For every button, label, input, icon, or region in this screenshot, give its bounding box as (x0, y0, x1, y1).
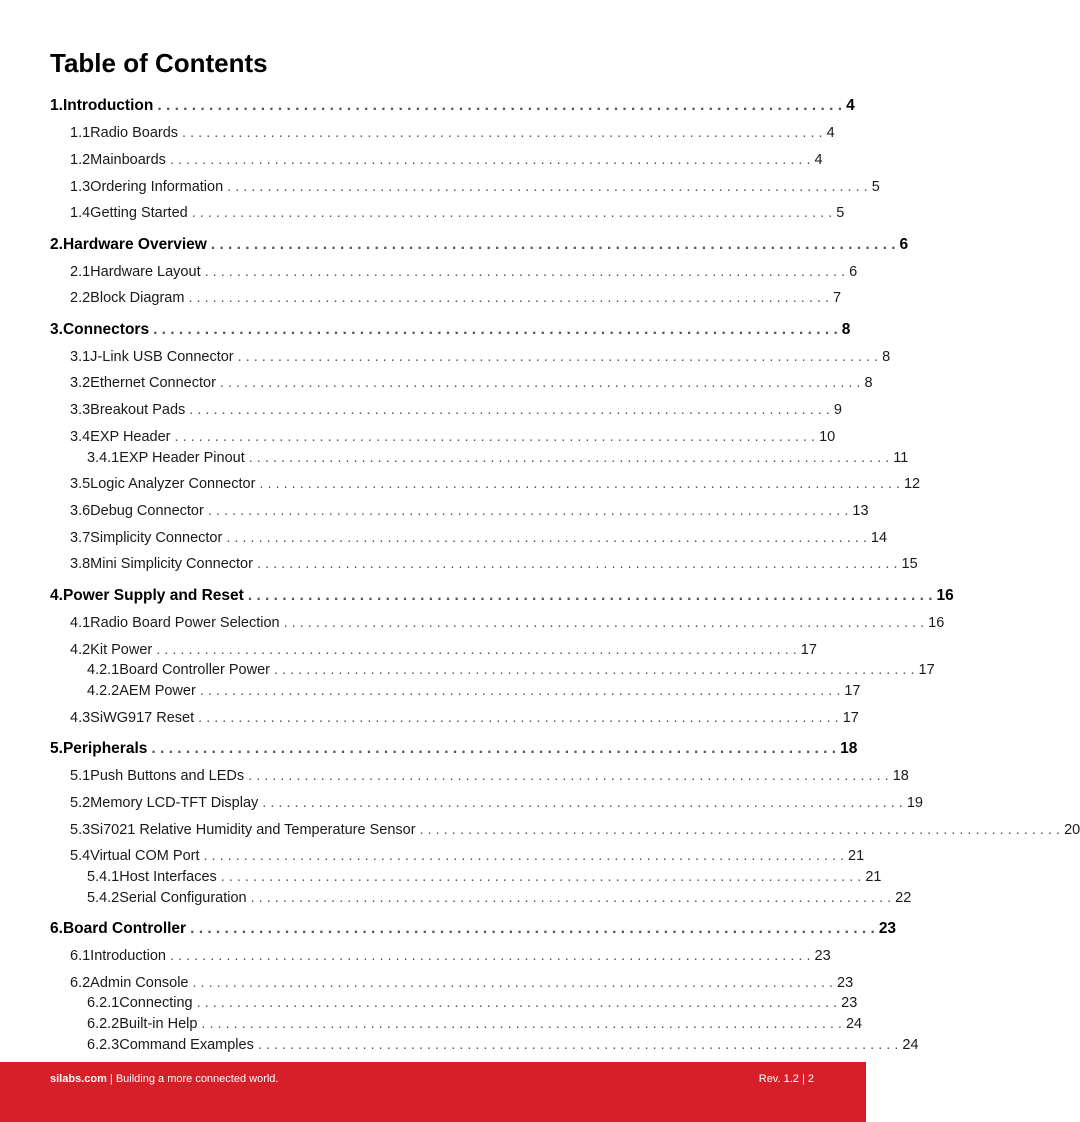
dot-leader: . . . . . . . . . . . . . . . . . . . . . . . . . . . . . . . . . . . . . . . . . . . . . . . . . . . . . . . . . . . . . . . . . . . . . . . . . . . . . . . . (226, 530, 867, 546)
toc-entry-label[interactable]: Command Examples (119, 1037, 254, 1053)
dot-leader: . . . . . . . . . . . . . . . . . . . . . . . . . . . . . . . . . . . . . . . . . . . . . . . . . . . . . . . . . . . . . . . . . . . . . . . . . . . . . . . . (259, 476, 900, 492)
dot-leader: . . . . . . . . . . . . . . . . . . . . . . . . . . . . . . . . . . . . . . . . . . . . . . . . . . . . . . . . . . . . . . . . . . . . . . . . . . . . . . . . (257, 1037, 899, 1053)
toc-entry-page-number[interactable]: 14 (870, 530, 888, 546)
toc-entry-number: 5.4.2 (87, 890, 120, 906)
dot-leader: . . . . . . . . . . . . . . . . . . . . . . . . . . . . . . . . . . . . . . . . . . . . . . . . . . . . . . . . . . . . . . . . . . . . . . . . . . . . . . . . (191, 205, 833, 221)
dot-leader: . . . . . . . . . . . . . . . . . . . . . . . . . . . . . . . . . . . . . . . . . . . . . . . . . . . . . . . . . . . . . . . . . . . . . . . . . . . . . . . . (227, 179, 868, 195)
toc-entry-label[interactable]: Breakout Pads (90, 402, 186, 418)
toc-entry-label[interactable]: Mainboards (90, 152, 166, 168)
toc-entry-page-number[interactable]: 17 (800, 642, 817, 658)
toc-entry-number: 5.2 (70, 795, 91, 811)
toc-entry[interactable] (0, 708, 866, 728)
toc-entry-page-number[interactable]: 23 (878, 920, 897, 937)
toc-entry-page-number[interactable]: 17 (842, 710, 859, 726)
toc-entry[interactable] (0, 640, 866, 660)
toc-entry-page-number[interactable]: 6 (849, 264, 858, 280)
toc-entry-page-number[interactable]: 20 (1064, 822, 1080, 838)
toc-entry-label[interactable]: Kit Power (90, 642, 153, 658)
dot-leader: . . . . . . . . . . . . . . . . . . . . . . . . . . . . . . . . . . . . . . . . . . . . . . . . . . . . . . . . . . . . . . . . . . . . . . . . . . . . . . . . (201, 1016, 842, 1032)
dot-leader: . . . . . . . . . . . . . . . . . . . . . . . . . . . . . . . . . . . . . . . . . . . . . . . . . . . . . . . . . . . . . . . . . . . . . . . . . . . . . . . . (151, 740, 837, 757)
dot-leader: . . . . . . . . . . . . . . . . . . . . . . . . . . . . . . . . . . . . . . . . . . . . . . . . . . . . . . . . . . . . . . . . . . . . . . . . . . . . . . . . (207, 503, 849, 519)
dot-leader: . . . . . . . . . . . . . . . . . . . . . . . . . . . . . . . . . . . . . . . . . . . . . . . . . . . . . . . . . . . . . . . . . . . . . . . . . . . . . . . . (182, 125, 823, 141)
toc-entry[interactable] (0, 867, 882, 887)
toc-entry-page-number[interactable]: 22 (895, 890, 912, 906)
toc-entry-page-number[interactable]: 13 (852, 503, 869, 519)
toc-entry-page-number[interactable]: 24 (845, 1016, 863, 1032)
toc-entry-number: 4.2.2 (87, 683, 120, 699)
toc-entry[interactable] (0, 1035, 919, 1055)
toc-entry-number: 3. (50, 321, 63, 338)
toc-entry-page-number[interactable]: 4 (814, 152, 823, 168)
dot-leader: . . . . . . . . . . . . . . . . . . . . . . . . . . . . . . . . . . . . . . . . . . . . . . . . . . . . . . . . . . . . . . . . . . . . . . . . . . . . . . . . (188, 290, 829, 306)
toc-entry-page-number[interactable]: 11 (893, 450, 909, 466)
toc-entry-page-number[interactable]: 10 (819, 429, 836, 445)
toc-entry-page-number[interactable]: 4 (846, 97, 855, 114)
toc-entry[interactable] (0, 993, 866, 1013)
toc-entry-number: 3.5 (70, 476, 91, 492)
toc-entry-page-number[interactable]: 17 (918, 662, 935, 678)
toc-entry[interactable] (0, 1014, 866, 1034)
dot-leader: . . . . . . . . . . . . . . . . . . . . . . . . . . . . . . . . . . . . . . . . . . . . . . . . . . . . . . . . . . . . . . . . . . . . . . . . . . . . . . . . (220, 869, 862, 885)
footer-left (50, 1073, 278, 1085)
toc-entry[interactable] (0, 150, 866, 170)
dot-leader: . . . . . . . . . . . . . . . . . . . . . . . . . . . . . . . . . . . . . . . . . . . . . . . . . . . . . . . . . . . . . . . . . . . . . . . . . . . . . . . . (157, 97, 843, 114)
dot-leader: . . . . . . . . . . . . . . . . . . . . . . . . . . . . . . . . . . . . . . . . . . . . . . . . . . . . . . . . . . . . . . . . . . . . . . . . . . . . . . . . (196, 995, 838, 1011)
toc-entry[interactable] (0, 96, 866, 116)
toc-entry-number: 6.1 (70, 948, 91, 964)
toc-entry[interactable] (0, 793, 923, 813)
toc-entry[interactable] (0, 739, 866, 759)
page-footer (0, 1062, 866, 1122)
toc-entry-label[interactable]: Built-in Help (119, 1016, 198, 1032)
toc-entry-label[interactable]: Getting Started (90, 205, 188, 221)
dot-leader: . . . . . . . . . . . . . . . . . . . . . . . . . . . . . . . . . . . . . . . . . . . . . . . . . . . . . . . . . . . . . . . . . . . . . . . . . . . . . . . . (219, 375, 861, 391)
dot-leader: . . . . . . . . . . . . . . . . . . . . . . . . . . . . . . . . . . . . . . . . . . . . . . . . . . . . . . . . . . . . . . . . . . . . . . . . . . . . . . . . (199, 683, 841, 699)
dot-leader: . . . . . . . . . . . . . . . . . . . . . . . . . . . . . . . . . . . . . . . . . . . . . . . . . . . . . . . . . . . . . . . . . . . . . . . . . . . . . . . . (210, 236, 896, 253)
toc-entry[interactable] (0, 613, 945, 633)
toc-entry[interactable] (0, 235, 909, 255)
toc-entry-label[interactable]: Mini Simplicity Connector (90, 556, 253, 572)
toc-entry-label[interactable]: Logic Analyzer Connector (90, 476, 256, 492)
toc-entry-page-number[interactable]: 5 (836, 205, 845, 221)
toc-entry[interactable] (0, 400, 866, 420)
toc-entry-label[interactable]: AEM Power (119, 683, 196, 699)
toc-entry-number: 1.2 (70, 152, 91, 168)
toc-entry[interactable] (0, 320, 866, 340)
toc-entry-label[interactable]: Virtual COM Port (90, 848, 200, 864)
dot-leader: . . . . . . . . . . . . . . . . . . . . . . . . . . . . . . . . . . . . . . . . . . . . . . . . . . . . . . . . . . . . . . . . . . . . . . . . . . . . . . . . (153, 321, 838, 338)
toc-entry-number: 3.7 (70, 530, 91, 546)
toc-entry-number: 4.2.1 (87, 662, 120, 678)
dot-leader: . . . . . . . . . . . . . . . . . . . . . . . . . . . . . . . . . . . . . . . . . . . . . . . . . . . . . . . . . . . . . . . . . . . . . . . . . . . . . . . . (156, 642, 797, 658)
dot-leader: . . . . . . . . . . . . . . . . . . . . . . . . . . . . . . . . . . . . . . . . . . . . . . . . . . . . . . . . . . . . . . . . . . . . . . . . . . . . . . . . (237, 349, 879, 365)
toc-entry-label[interactable]: Hardware Layout (90, 264, 201, 280)
toc-entry[interactable] (0, 288, 866, 308)
toc-entry[interactable] (0, 347, 891, 367)
toc-entry-number: 2.1 (70, 264, 91, 280)
toc-entry-label[interactable]: Host Interfaces (119, 869, 217, 885)
toc-entry-number: 3.2 (70, 375, 91, 391)
toc-entry-number: 3.4 (70, 429, 91, 445)
toc-entry[interactable] (0, 427, 866, 447)
toc-entry[interactable] (0, 554, 918, 574)
toc-entry-number: 1.4 (70, 205, 91, 221)
dot-leader: . . . . . . . . . . . . . . . . . . . . . . . . . . . . . . . . . . . . . . . . . . . . . . . . . . . . . . . . . . . . . . . . . . . . . . . . . . . . . . . . (273, 662, 915, 678)
toc-entry-page-number[interactable]: 21 (865, 869, 882, 885)
toc-entry-page-number[interactable]: 21 (848, 848, 865, 864)
toc-entry-page-number[interactable]: 24 (902, 1037, 919, 1053)
toc-entry[interactable] (0, 660, 935, 680)
footer-site-link[interactable]: silabs.com (50, 1073, 107, 1085)
toc-entry-number: 3.4.1 (87, 450, 120, 466)
toc-entry[interactable] (0, 919, 897, 939)
toc-entry-number: 6. (50, 920, 63, 937)
toc-entry-number: 3.3 (70, 402, 91, 418)
toc-entry-number: 5.3 (70, 822, 91, 838)
dot-leader: . . . . . . . . . . . . . . . . . . . . . . . . . . . . . . . . . . . . . . . . . . . . . . . . . . . . . . . . . . . . . . . . . . . . . . . . . . . . . . . . (250, 890, 892, 906)
toc-entry-number: 1.3 (70, 179, 91, 195)
toc-entry[interactable] (0, 203, 866, 223)
toc-entry-page-number[interactable]: 9 (833, 402, 842, 418)
toc-entry-label[interactable]: Peripherals (62, 740, 148, 757)
toc-entry-label[interactable]: Radio Board Power Selection (90, 615, 280, 631)
footer-revision: Rev. 1.2 | 2 (758, 1073, 814, 1085)
toc-entry-number: 4.1 (70, 615, 91, 631)
toc-entry-page-number[interactable]: 18 (892, 768, 909, 784)
toc-entry-number: 6.2 (70, 975, 91, 991)
toc-entry-label[interactable]: Admin Console (90, 975, 189, 991)
dot-leader: . . . . . . . . . . . . . . . . . . . . . . . . . . . . . . . . . . . . . . . . . . . . . . . . . . . . . . . . . . . . . . . . . . . . . . . . . . . . . . . . (203, 848, 845, 864)
toc-entry-label[interactable]: Serial Configuration (119, 890, 247, 906)
toc-entry[interactable] (0, 123, 866, 143)
toc-entry-label[interactable]: J-Link USB Connector (90, 349, 234, 365)
toc-entry[interactable] (0, 946, 866, 966)
dot-leader: . . . . . . . . . . . . . . . . . . . . . . . . . . . . . . . . . . . . . . . . . . . . . . . . . . . . . . . . . . . . . . . . . . . . . . . . . . . . . . . . (189, 402, 830, 418)
toc-entry-label[interactable]: Si7021 Relative Humidity and Temperature Sensor (90, 822, 416, 838)
toc-entry-number: 6.2.2 (87, 1016, 120, 1032)
toc-entry-label[interactable]: Ordering Information (90, 179, 224, 195)
toc-entry-number: 4.3 (70, 710, 91, 726)
toc-entry-label[interactable]: Radio Boards (90, 125, 179, 141)
toc-entry-label[interactable]: Block Diagram (90, 290, 185, 306)
toc-entry-number: 4. (50, 587, 63, 604)
toc-entry-label[interactable]: Power Supply and Reset (62, 587, 244, 604)
toc-entry-page-number[interactable]: 18 (840, 740, 858, 757)
toc-entry-page-number[interactable]: 8 (882, 349, 891, 365)
toc-entry-label[interactable]: EXP Header (90, 429, 171, 445)
toc-entry[interactable] (0, 820, 1080, 840)
toc-entry-page-number[interactable]: 23 (841, 995, 858, 1011)
toc-entry-number: 5.1 (70, 768, 91, 784)
toc-entry[interactable] (0, 528, 888, 548)
toc-entry-number: 5.4.1 (87, 869, 120, 885)
toc-entry-number: 4.2 (70, 642, 91, 658)
toc-entry-page-number[interactable]: 17 (844, 683, 861, 699)
toc-entry-page-number[interactable]: 6 (899, 236, 909, 253)
toc-entry-label[interactable]: Ethernet Connector (90, 375, 216, 391)
toc-entry-page-number[interactable]: 23 (814, 948, 831, 964)
toc-entry[interactable] (0, 177, 880, 197)
dot-leader: . . . . . . . . . . . . . . . . . . . . . . . . . . . . . . . . . . . . . . . . . . . . . . . . . . . . . . . . . . . . . . . . . . . . . . . . . . . . . . . . (190, 920, 875, 937)
toc-entry-page-number[interactable]: 4 (826, 125, 835, 141)
toc-entry-page-number[interactable]: 8 (864, 375, 873, 391)
toc-entry-page-number[interactable]: 23 (837, 975, 854, 991)
dot-leader: . . . . . . . . . . . . . . . . . . . . . . . . . . . . . . . . . . . . . . . . . . . . . . . . . . . . . . . . . . . . . . . . . . . . . . . . . . . . . . . . (192, 975, 834, 991)
footer-tagline: | Building a more connected world. (106, 1073, 279, 1085)
toc-entry-label[interactable]: Introduction (90, 948, 166, 964)
toc-entry[interactable] (0, 373, 873, 393)
toc-entry-page-number[interactable]: 16 (936, 587, 954, 604)
dot-leader: . . . . . . . . . . . . . . . . . . . . . . . . . . . . . . . . . . . . . . . . . . . . . . . . . . . . . . . . . . . . . . . . . . . . . . . . . . . . . . . . (256, 556, 898, 572)
toc-entry-label[interactable]: Debug Connector (90, 503, 204, 519)
toc-entry[interactable] (0, 586, 954, 606)
dot-leader: . . . . . . . . . . . . . . . . . . . . . . . . . . . . . . . . . . . . . . . . . . . . . . . . . . . . . . . . . . . . . . . . . . . . . . . . . . . . . . . . (283, 615, 925, 631)
toc-entry-label[interactable]: Board Controller Power (119, 662, 270, 678)
toc-entry-label[interactable]: Connectors (62, 321, 150, 338)
dot-leader: . . . . . . . . . . . . . . . . . . . . . . . . . . . . . . . . . . . . . . . . . . . . . . . . . . . . . . . . . . . . . . . . . . . . . . . . . . . . . . . . (419, 822, 1061, 838)
dot-leader: . . . . . . . . . . . . . . . . . . . . . . . . . . . . . . . . . . . . . . . . . . . . . . . . . . . . . . . . . . . . . . . . . . . . . . . . . . . . . . . . (169, 948, 811, 964)
toc-entry-number: 6.2.1 (87, 995, 120, 1011)
toc-entry-number: 1. (50, 97, 63, 114)
toc-entry-number: 1.1 (70, 125, 91, 141)
toc-entry[interactable] (0, 973, 866, 993)
dot-leader: . . . . . . . . . . . . . . . . . . . . . . . . . . . . . . . . . . . . . . . . . . . . . . . . . . . . . . . . . . . . . . . . . . . . . . . . . . . . . . . . (169, 152, 811, 168)
toc-entry-number: 3.1 (70, 349, 91, 365)
toc-entry-page-number[interactable]: 15 (901, 556, 918, 572)
toc-entry-number: 6.2.3 (87, 1037, 120, 1053)
toc-entry-number: 2. (50, 236, 63, 253)
toc-entry-page-number[interactable]: 7 (833, 290, 842, 306)
toc-entry-label[interactable]: Connecting (119, 995, 193, 1011)
dot-leader: . . . . . . . . . . . . . . . . . . . . . . . . . . . . . . . . . . . . . . . . . . . . . . . . . . . . . . . . . . . . . . . . . . . . . . . . . . . . . . . . (204, 264, 846, 280)
toc-entry[interactable] (0, 681, 866, 701)
toc-entry-label[interactable]: Push Buttons and LEDs (90, 768, 245, 784)
page-title: Table of Contents (50, 48, 268, 78)
toc-entry-page-number[interactable]: 16 (928, 615, 945, 631)
toc-entry-page-number[interactable]: 8 (841, 321, 851, 338)
toc-entry-page-number[interactable]: 12 (903, 476, 921, 492)
toc-entry-label[interactable]: Introduction (62, 97, 154, 114)
toc-entry[interactable] (0, 448, 909, 468)
toc-entry-number: 2.2 (70, 290, 91, 306)
dot-leader: . . . . . . . . . . . . . . . . . . . . . . . . . . . . . . . . . . . . . . . . . . . . . . . . . . . . . . . . . . . . . . . . . . . . . . . . . . . . . . . . (247, 587, 933, 604)
toc-entry-label[interactable]: SiWG917 Reset (90, 710, 195, 726)
toc-entry[interactable] (0, 474, 921, 494)
dot-leader: . . . . . . . . . . . . . . . . . . . . . . . . . . . . . . . . . . . . . . . . . . . . . . . . . . . . . . . . . . . . . . . . . . . . . . . . . . . . . . . . (198, 710, 839, 726)
toc-entry-label[interactable]: Simplicity Connector (90, 530, 223, 546)
toc-entry[interactable] (0, 766, 909, 786)
toc-entry-label[interactable]: Memory LCD-TFT Display (90, 795, 259, 811)
dot-leader: . . . . . . . . . . . . . . . . . . . . . . . . . . . . . . . . . . . . . . . . . . . . . . . . . . . . . . . . . . . . . . . . . . . . . . . . . . . . . . . . (262, 795, 903, 811)
toc-entry-page-number[interactable]: 19 (906, 795, 923, 811)
dot-leader: . . . . . . . . . . . . . . . . . . . . . . . . . . . . . . . . . . . . . . . . . . . . . . . . . . . . . . . . . . . . . . . . . . . . . . . . . . . . . . . . (174, 429, 816, 445)
toc-entry[interactable] (0, 501, 869, 521)
toc-entry-number: 3.8 (70, 556, 91, 572)
toc-entry-number: 3.6 (70, 503, 91, 519)
toc-entry[interactable] (0, 888, 912, 908)
dot-leader: . . . . . . . . . . . . . . . . . . . . . . . . . . . . . . . . . . . . . . . . . . . . . . . . . . . . . . . . . . . . . . . . . . . . . . . . . . . . . . . . (248, 450, 890, 466)
toc-entry-page-number[interactable]: 5 (871, 179, 880, 195)
toc-entry-label[interactable]: EXP Header Pinout (119, 450, 245, 466)
toc-entry-label[interactable]: Hardware Overview (62, 236, 207, 253)
toc-entry-label[interactable]: Board Controller (62, 920, 187, 937)
toc-entry[interactable] (0, 846, 866, 866)
dot-leader: . . . . . . . . . . . . . . . . . . . . . . . . . . . . . . . . . . . . . . . . . . . . . . . . . . . . . . . . . . . . . . . . . . . . . . . . . . . . . . . . (248, 768, 889, 784)
toc-entry[interactable] (0, 262, 866, 282)
toc-entry-number: 5.4 (70, 848, 91, 864)
toc-entry-number: 5. (50, 740, 63, 757)
